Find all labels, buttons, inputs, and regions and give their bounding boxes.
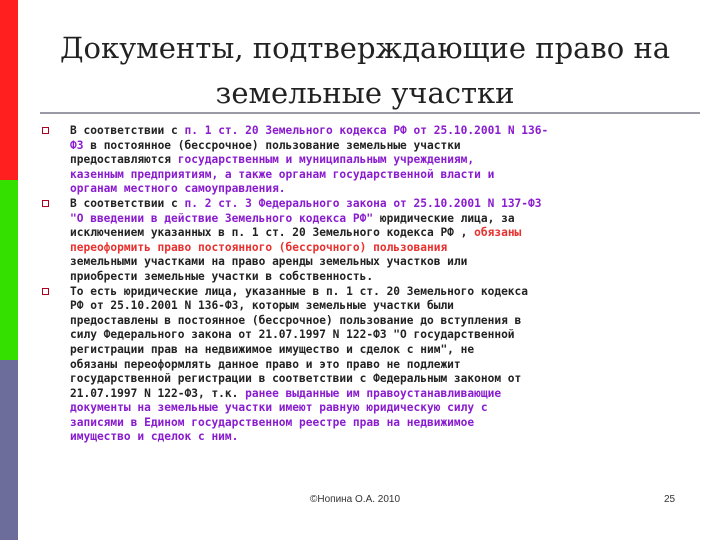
bullet-text-run: регистрации прав на недвижимое имущество и сделок с ним", не: [70, 342, 475, 356]
sidebar-red: [0, 0, 18, 180]
bullet-text-run: исключением указанных в п. 1 ст. 20 Земельного кодекса РФ ,: [70, 226, 475, 240]
bullet-text-run: п. 1 ст. 20 Земельного кодекса РФ от 25.10.2001 N 136-: [184, 124, 549, 137]
bullet-text-run: То есть юридические лица, указанные в п. 1 ст. 20 Земельного кодекса: [70, 284, 529, 298]
bullet-square-icon: [42, 127, 49, 134]
title-divider: [40, 112, 700, 114]
bullet-item: [40, 285, 680, 446]
bullet-text-run: земельными участками на право аренды земельных участков или: [70, 255, 468, 269]
bullet-text-run: В соответствии с: [70, 124, 185, 137]
bullet-text-run: ранее выданные им правоустанавливающие: [245, 386, 502, 400]
sidebar-slate: [0, 360, 18, 540]
bullet-text-run: В соответствии с: [70, 196, 185, 210]
bullet-text-run: "О введении в действие Земельного кодекса РФ": [70, 211, 374, 225]
bullet-text-run: казенным предприятиям, а также органам государственной власти и: [70, 167, 495, 181]
bullet-text-run: органам местного самоуправления.: [70, 182, 286, 196]
color-sidebar: [0, 0, 18, 540]
bullet-square-icon: [42, 200, 49, 207]
bullet-text-run: ФЗ: [70, 138, 84, 152]
bullet-text-run: в постоянное (бессрочное) пользование земельные участки: [83, 138, 461, 152]
bullet-text-run: записями в Едином государственном реестре прав на недвижимое: [70, 415, 475, 429]
bullet-text-run: РФ от 25.10.2001 N 136-ФЗ, которым земельные участки были: [70, 299, 454, 313]
bullet-square-icon: [42, 288, 49, 295]
bullet-text-run: документы на земельные участки имеют равную юридическую силу с: [70, 401, 488, 415]
bullet-text-run: предоставлены в постоянное (бессрочное) пользование до вступления в: [70, 313, 522, 327]
bullet-item: [40, 197, 680, 285]
bullet-text-run: 21.07.1997 N 122-ФЗ, т.к.: [70, 386, 246, 400]
bullet-text-run: приобрести земельные участки в собственность.: [70, 269, 374, 283]
bullet-item: [40, 124, 680, 197]
page-number: 25: [664, 494, 676, 505]
bullet-text-run: предоставляются: [70, 153, 178, 167]
bullet-text-run: государственным и муниципальным учреждениям,: [177, 153, 475, 167]
bullet-text-run: п. 2 ст. 3 Федерального закона от 25.10.2001 N 137-ФЗ: [184, 196, 542, 210]
footer-copyright: ©Нопина О.А. 2010: [310, 494, 401, 505]
bullet-text-run: переоформить право постоянного (бессрочного) пользования: [70, 240, 448, 254]
bullet-list: [40, 124, 680, 445]
bullet-text-run: обязаны: [474, 226, 522, 240]
title-line-2: земельные участки: [215, 76, 515, 110]
bullet-text-run: юридические лица, за: [373, 211, 515, 225]
bullet-text-run: имущество и сделок с ним.: [70, 430, 239, 444]
sidebar-green: [0, 180, 18, 360]
page-title: [40, 26, 690, 116]
bullet-text-run: силу Федерального закона от 21.07.1997 N 122-ФЗ "О государственной: [70, 328, 515, 342]
bullet-text-run: государственной регистрации в соответствии с Федеральным законом от: [70, 372, 522, 386]
bullet-text-run: обязаны переоформлять данное право и это право не подлежит: [70, 357, 461, 371]
title-line-1: Документы, подтверждающие право на: [59, 31, 671, 65]
